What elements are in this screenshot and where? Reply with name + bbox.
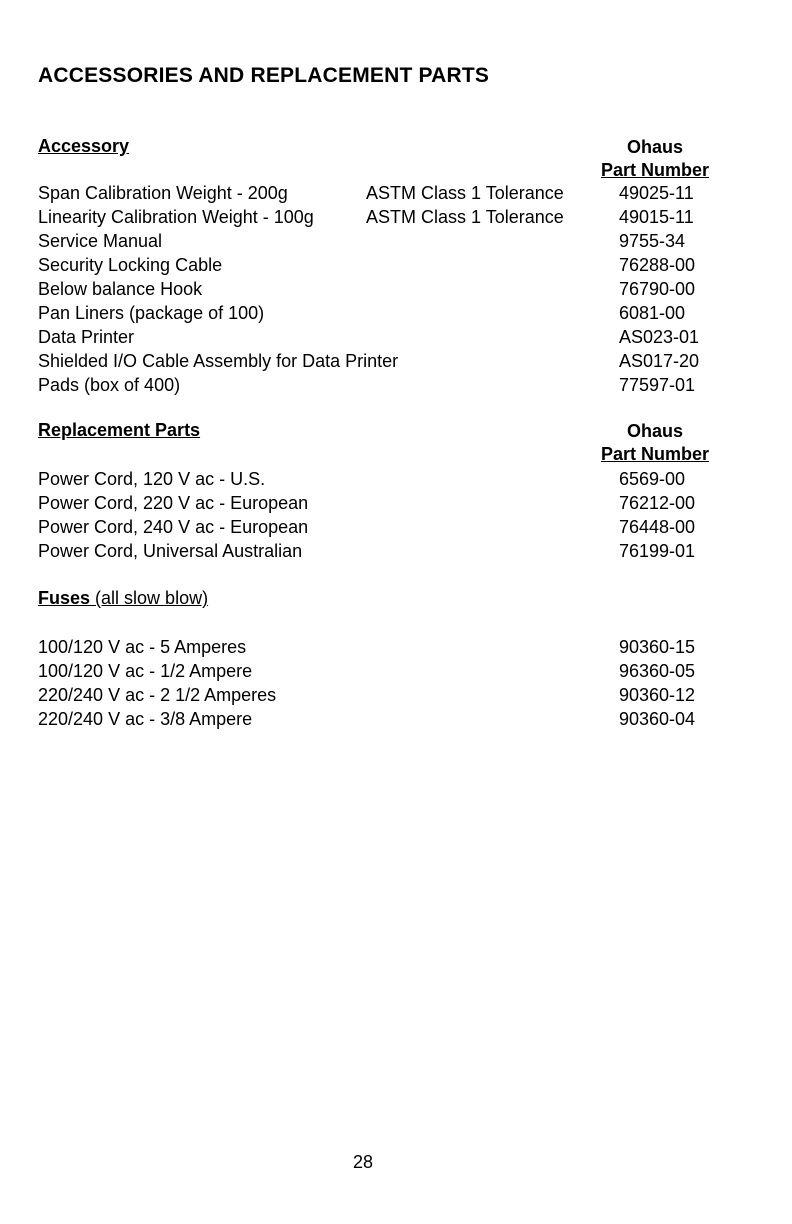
replacement-row (0, 468, 792, 492)
accessory-row (0, 374, 792, 398)
replacement-desc: Power Cord, 120 V ac - U.S. (38, 469, 266, 489)
part-header-ohaus: Ohaus (626, 137, 683, 157)
accessory-row (0, 230, 792, 254)
accessory-part-number: 9755-34 (619, 231, 686, 251)
accessory-desc: Security Locking Cable (38, 255, 223, 275)
accessory-desc: Linearity Calibration Weight - 100g (38, 207, 314, 227)
fuses-heading-note: (all slow blow) (95, 588, 209, 608)
accessory-part-number-header (594, 136, 716, 182)
replacement-row (0, 540, 792, 564)
fuse-row (0, 636, 792, 660)
accessory-desc: Span Calibration Weight - 200g (38, 183, 288, 203)
page-number: 28 (352, 1152, 374, 1172)
fuse-desc: 220/240 V ac - 2 1/2 Amperes (38, 685, 277, 705)
part-header-ohaus: Ohaus (626, 421, 683, 441)
replacement-desc: Power Cord, Universal Australian (38, 541, 303, 561)
fuses-heading (38, 588, 208, 609)
fuses-heading-label: Fuses (38, 588, 91, 608)
accessory-desc: Shielded I/O Cable Assembly for Data Printer (38, 351, 399, 371)
replacement-part-number: 76448-00 (619, 517, 696, 537)
accessory-row (0, 302, 792, 326)
accessory-part-number: 76790-00 (619, 279, 696, 299)
accessory-part-number: 77597-01 (619, 375, 696, 395)
fuse-desc: 100/120 V ac - 5 Amperes (38, 637, 247, 657)
part-header-part-number: Part Number (600, 444, 710, 464)
accessory-row (0, 206, 792, 230)
accessory-row (0, 278, 792, 302)
replacement-part-number-header (594, 420, 716, 466)
fuse-desc: 220/240 V ac - 3/8 Ampere (38, 709, 253, 729)
accessory-desc: Pan Liners (package of 100) (38, 303, 265, 323)
replacement-row (0, 492, 792, 516)
replacement-desc: Power Cord, 220 V ac - European (38, 493, 309, 513)
accessory-part-number: 49025-11 (619, 183, 694, 203)
accessory-note: ASTM Class 1 Tolerance (366, 207, 564, 227)
fuse-part-number: 90360-15 (619, 637, 696, 657)
accessory-row (0, 254, 792, 278)
accessory-part-number: 6081-00 (619, 303, 686, 323)
accessory-desc: Below balance Hook (38, 279, 203, 299)
fuse-row (0, 660, 792, 684)
fuse-row (0, 708, 792, 732)
accessory-desc: Data Printer (38, 327, 135, 347)
fuse-part-number: 96360-05 (619, 661, 696, 681)
accessory-note: ASTM Class 1 Tolerance (366, 183, 564, 203)
replacement-heading: Replacement Parts (38, 420, 201, 440)
fuse-desc: 100/120 V ac - 1/2 Ampere (38, 661, 253, 681)
fuse-part-number: 90360-04 (619, 709, 696, 729)
accessory-part-number: 49015-11 (619, 207, 694, 227)
replacement-part-number: 76199-01 (619, 541, 696, 561)
fuse-row (0, 684, 792, 708)
fuse-part-number: 90360-12 (619, 685, 696, 705)
accessory-row (0, 326, 792, 350)
replacement-part-number: 6569-00 (619, 469, 686, 489)
accessory-part-number: AS023-01 (619, 327, 700, 347)
replacement-part-number: 76212-00 (619, 493, 696, 513)
replacement-desc: Power Cord, 240 V ac - European (38, 517, 309, 537)
accessory-desc: Pads (box of 400) (38, 375, 181, 395)
accessory-row (0, 350, 792, 374)
part-header-part-number: Part Number (600, 160, 710, 180)
accessory-part-number: AS017-20 (619, 351, 700, 371)
page-title: ACCESSORIES AND REPLACEMENT PARTS (38, 64, 490, 87)
accessory-part-number: 76288-00 (619, 255, 696, 275)
accessory-heading: Accessory (38, 136, 130, 156)
accessory-desc: Service Manual (38, 231, 163, 251)
accessory-row (0, 182, 792, 206)
replacement-row (0, 516, 792, 540)
